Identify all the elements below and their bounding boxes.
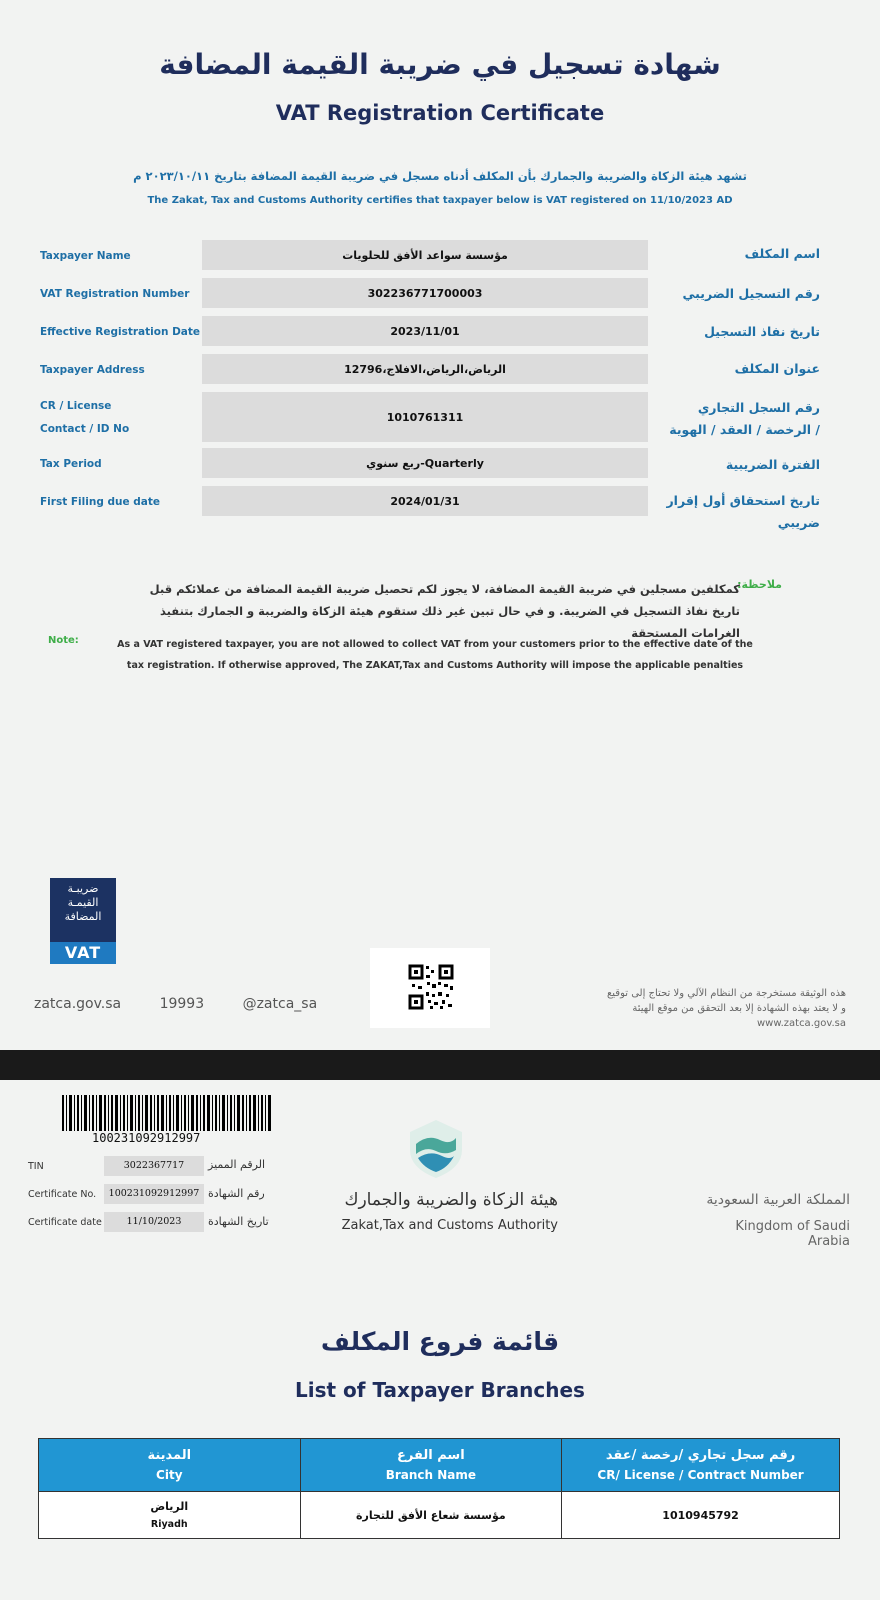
header-cr-number: [562, 1439, 840, 1492]
effective-date-value: 2023/11/01: [202, 316, 648, 346]
first-filing-value: 2024/01/31: [202, 486, 648, 516]
certificate-title-en: VAT Registration Certificate: [275, 101, 605, 125]
barcode: [62, 1095, 272, 1145]
vat-logo-line3: المضافة: [64, 910, 102, 923]
address-label-ar: عنوان المكلف: [734, 361, 820, 376]
address-label-en: Taxpayer Address: [40, 364, 145, 376]
header-cr-number-en: CR/ License / Contract Number: [597, 1468, 804, 1482]
ksa-name-ar: المملكة العربية السعودية: [706, 1192, 850, 1208]
branches-title-en: List of Taxpayer Branches: [295, 1378, 585, 1402]
page-separator: [0, 1050, 880, 1080]
qr-code-box: [370, 948, 490, 1028]
header-branch-name: [300, 1439, 562, 1492]
branches-header-row: [39, 1439, 840, 1492]
cert-no-value: 100231092912997: [104, 1184, 204, 1204]
cert-no-label-ar: رقم الشهادة: [208, 1187, 265, 1200]
header-city-en: City: [156, 1468, 183, 1482]
cert-date-label: Certificate date: [28, 1217, 102, 1228]
cr-license-label-ar-2: / الرخصة / العقد / الهوية: [669, 422, 820, 437]
cert-no-label: Certificate No.: [28, 1189, 97, 1200]
barcode-icon: [62, 1095, 272, 1131]
phone-number: 19993: [159, 996, 205, 1012]
barcode-number: 100231092912997: [92, 1131, 201, 1145]
cr-license-label-en-2: Contact / ID No: [40, 423, 130, 435]
zatca-name-en: Zakat,Tax and Customs Authority: [341, 1218, 558, 1233]
qr-text-line3[interactable]: www.zatca.gov.sa: [756, 1018, 846, 1029]
city-ar: الرياض: [150, 1500, 189, 1513]
certificate-title-ar: شهادة تسجيل في ضريبة القيمة المضافة: [159, 48, 721, 81]
vat-logo-line2: القيمـة: [67, 896, 99, 909]
taxpayer-name-label-en: Taxpayer Name: [40, 250, 131, 262]
certifies-statement-ar: تشهد هيئة الزكاة والضريبة والجمارك بأن المكلف أدناه مسجل في ضريبة القيمة المضافة بتاريخ ٢٠٢٣/١٠/١١ م: [133, 169, 747, 183]
vat-logo-text: VAT: [50, 942, 116, 964]
taxpayer-name-value: مؤسسة سواعد الأفق للحلويات: [202, 240, 648, 270]
qr-text-line2: و لا يعتد بهذه الشهادة إلا بعد التحقق من موقع الهيئة: [632, 1003, 846, 1014]
first-filing-label-ar-1: تاريخ استحقاق أول إقرار: [666, 493, 820, 508]
branches-title-ar: قائمة فروع المكلف: [320, 1327, 560, 1356]
note-label-ar: ملاحظة:: [737, 578, 782, 591]
cell-cr-number: 1010945792: [562, 1492, 840, 1539]
tin-label-ar: الرقم المميز: [208, 1158, 266, 1171]
cert-date-value: 11/10/2023: [104, 1212, 204, 1232]
website-link[interactable]: zatca.gov.sa: [34, 996, 122, 1012]
cr-license-value: 1010761311: [202, 392, 648, 442]
cell-branch-name: مؤسسة شعاع الأفق للتجارة: [300, 1492, 562, 1539]
ksa-name-en: Kingdom of Saudi Arabia: [735, 1219, 850, 1249]
tin-label: TIN: [28, 1161, 44, 1172]
note-label-en: Note:: [48, 635, 79, 646]
cell-city: [39, 1492, 301, 1539]
header-branch-name-en: Branch Name: [385, 1468, 477, 1482]
tax-period-value: ربع سنوي-Quarterly: [202, 448, 648, 478]
branches-table: [38, 1438, 840, 1539]
address-value: الرياض،الرياض،الافلاج،12796: [202, 354, 648, 384]
zatca-emblem-icon: [406, 1118, 466, 1180]
vat-number-value: 302236771700003: [202, 278, 648, 308]
note-text-en: As a VAT registered taxpayer, you are not allowed to collect VAT from your customers prior to the effective date of the tax registration. If otherwise approved, The ZAKAT,Tax and Customs Authority will impose the applicable penalties: [117, 639, 753, 671]
footer-contacts: [34, 996, 351, 1012]
tax-period-label-ar: الفترة الضريبية: [725, 457, 820, 472]
header-city: [39, 1439, 301, 1492]
vat-logo: [50, 878, 116, 964]
first-filing-label-en: First Filing due date: [40, 496, 161, 508]
note-text-ar: كمكلفين مسجلين في ضريبة القيمة المضافة، لا يجوز لكم تحصيل ضريبة القيمة المضافة من عملائكم قبل تاريخ نفاذ التسجيل في الضريبة. و في حال تبين غير ذلك ستقوم هيئة الزكاة والضريبة و الجمارك بتنفيذ الغرامات المستحقة: [149, 582, 740, 640]
header-branch-name-ar: اسم الفرع: [397, 1448, 465, 1463]
tin-value: 3022367717: [104, 1156, 204, 1176]
first-filing-label-ar-2: ضريبي: [777, 515, 820, 530]
taxpayer-name-label-ar: اسم المكلف: [744, 246, 820, 261]
social-handle[interactable]: @zatca_sa: [242, 996, 318, 1012]
zatca-name-ar: هيئة الزكاة والضريبة والجمارك: [344, 1190, 558, 1210]
effective-date-label-ar: تاريخ نفاذ التسجيل: [704, 324, 820, 339]
vat-number-label-en: VAT Registration Number: [40, 288, 190, 300]
city-en: Riyadh: [150, 1519, 188, 1530]
qr-code-icon: [370, 948, 490, 1028]
header-city-ar: المدينة: [147, 1448, 192, 1463]
qr-text-line1: هذه الوثيقة مستخرجة من النظام الآلي ولا تحتاج إلى توقيع: [606, 988, 846, 999]
effective-date-label-en: Effective Registration Date: [40, 326, 201, 338]
header-cr-number-ar: رقم سجل تجاري /رخصة /عقد: [605, 1448, 796, 1463]
vat-logo-line1: ضريبـة: [67, 882, 99, 895]
cr-license-label-en-1: CR / License: [40, 400, 112, 412]
table-row: [39, 1492, 840, 1539]
tax-period-label-en: Tax Period: [40, 458, 102, 470]
vat-number-label-ar: رقم التسجيل الضريبي: [682, 286, 820, 301]
zatca-emblem: [406, 1118, 466, 1184]
certifies-statement-en: The Zakat, Tax and Customs Authority certifies that taxpayer below is VAT registered on 11/10/2023 AD: [147, 195, 733, 206]
cr-license-label-ar-1: رقم السجل التجاري: [697, 400, 820, 415]
qr-verification-text: [526, 986, 846, 1031]
cert-date-label-ar: تاريخ الشهادة: [208, 1215, 269, 1228]
